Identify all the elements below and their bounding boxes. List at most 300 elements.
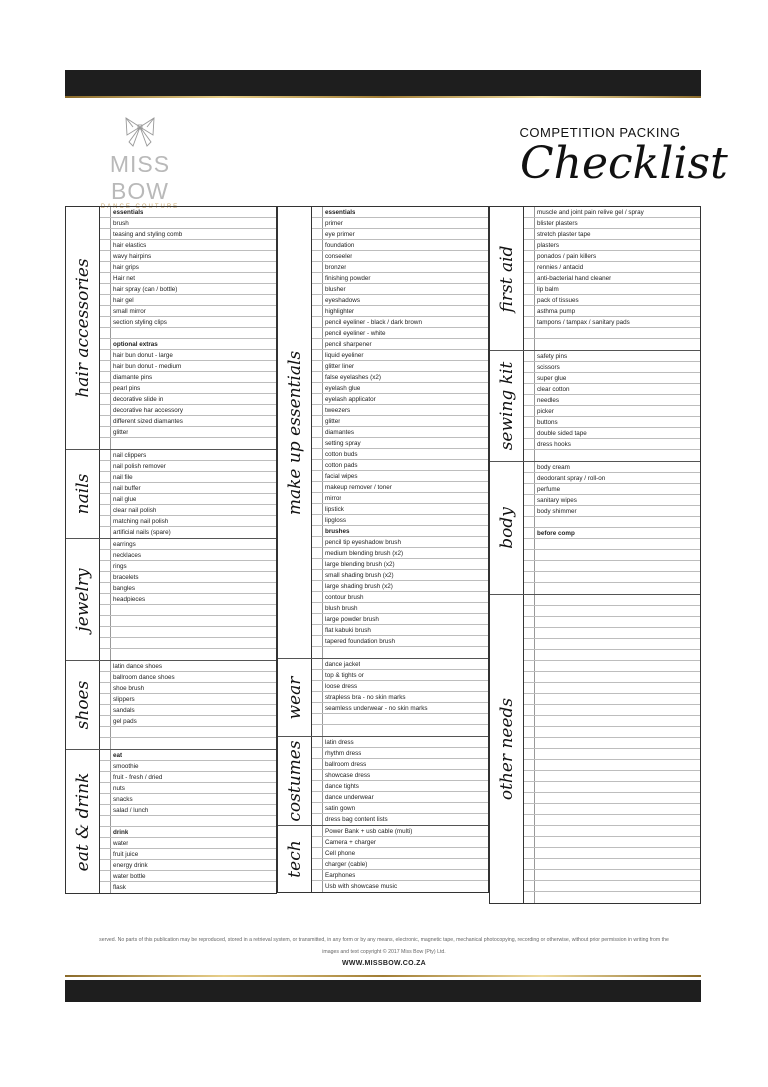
category-label-cell	[490, 207, 524, 350]
category-label: costumes	[284, 740, 305, 822]
checkbox[interactable]	[312, 859, 323, 869]
checkbox[interactable]	[312, 614, 323, 624]
checkbox[interactable]	[100, 416, 111, 426]
checkbox[interactable]	[312, 361, 323, 371]
checkbox[interactable]	[100, 594, 111, 604]
checkbox[interactable]	[524, 550, 535, 560]
item-label: strapless bra - no skin marks	[325, 694, 406, 701]
checklist-row	[524, 606, 700, 617]
checkbox[interactable]	[312, 493, 323, 503]
checkbox[interactable]	[312, 482, 323, 492]
checkbox[interactable]	[312, 603, 323, 613]
checkbox[interactable]	[524, 826, 535, 836]
checkbox[interactable]	[524, 661, 535, 671]
checkbox[interactable]	[100, 638, 111, 648]
checklist-row	[100, 616, 276, 627]
checkbox[interactable]	[524, 760, 535, 770]
item-label: water bottle	[113, 873, 146, 880]
checkbox[interactable]	[100, 494, 111, 504]
checkbox[interactable]	[100, 627, 111, 637]
checkbox[interactable]	[312, 703, 323, 713]
item-label: double sided tape	[537, 430, 587, 437]
checkbox[interactable]	[100, 672, 111, 682]
checkbox[interactable]	[100, 438, 111, 449]
checkbox[interactable]	[100, 794, 111, 804]
checkbox[interactable]	[312, 504, 323, 514]
checkbox[interactable]	[100, 871, 111, 881]
item-label: glitter	[113, 429, 129, 436]
checkbox[interactable]	[524, 328, 535, 338]
item-label: eyelash glue	[325, 385, 361, 392]
checklist-row	[312, 670, 488, 681]
checklist-row	[524, 771, 700, 782]
checkbox[interactable]	[312, 218, 323, 228]
category-label-cell	[66, 750, 100, 893]
checklist-row	[524, 650, 700, 661]
checklist-row	[100, 683, 276, 694]
checkbox[interactable]	[100, 694, 111, 704]
checkbox[interactable]	[524, 373, 535, 383]
checkbox[interactable]	[312, 339, 323, 349]
checklist-row	[100, 705, 276, 716]
item-label	[535, 859, 537, 869]
checkbox[interactable]	[524, 749, 535, 759]
checkbox[interactable]	[312, 770, 323, 780]
checklist-row	[524, 218, 700, 229]
checkbox[interactable]	[312, 881, 323, 892]
checklist-row	[312, 350, 488, 361]
checkbox[interactable]	[524, 417, 535, 427]
checkbox[interactable]	[100, 328, 111, 338]
checkbox[interactable]	[100, 860, 111, 870]
checklist-row	[524, 506, 700, 517]
item-label: latin dance shoes	[113, 663, 163, 670]
checkbox[interactable]	[100, 583, 111, 593]
item-label: slippers	[113, 696, 135, 703]
checklist-row	[524, 539, 700, 550]
checkbox[interactable]	[100, 350, 111, 360]
checklist-row	[100, 273, 276, 284]
checkbox[interactable]	[524, 229, 535, 239]
item-label: charger (cable)	[325, 861, 368, 868]
checkbox[interactable]	[524, 517, 535, 527]
item-label	[111, 727, 113, 737]
checkbox[interactable]	[524, 606, 535, 616]
checkbox[interactable]	[312, 647, 323, 658]
checkbox[interactable]	[524, 295, 535, 305]
checkbox[interactable]	[524, 694, 535, 704]
checklist-row	[312, 229, 488, 240]
checkbox[interactable]	[312, 659, 323, 669]
item-label: Camera + charger	[325, 839, 376, 846]
checkbox[interactable]	[100, 405, 111, 415]
item-label: small shading brush (x2)	[325, 572, 394, 579]
checkbox[interactable]	[524, 484, 535, 494]
checkbox[interactable]	[524, 870, 535, 880]
checklist-row	[524, 240, 700, 251]
checkbox[interactable]	[100, 716, 111, 726]
checkbox[interactable]	[312, 870, 323, 880]
checkbox[interactable]	[524, 473, 535, 483]
item-label: lipstick	[325, 506, 344, 513]
checkbox[interactable]	[524, 273, 535, 283]
checkbox[interactable]	[312, 471, 323, 481]
checkbox[interactable]	[100, 218, 111, 228]
checkbox[interactable]	[312, 449, 323, 459]
item-label	[111, 638, 113, 648]
item-label: sandals	[113, 707, 135, 714]
checklist-row	[312, 251, 488, 262]
category-label-cell	[278, 659, 312, 736]
checklist-row	[312, 394, 488, 405]
checkbox[interactable]	[524, 251, 535, 261]
checkbox[interactable]	[100, 317, 111, 327]
checklist-row	[524, 672, 700, 683]
checkbox[interactable]	[312, 383, 323, 393]
checkbox[interactable]	[312, 537, 323, 547]
checkbox[interactable]	[524, 428, 535, 438]
checkbox[interactable]	[312, 781, 323, 791]
checklist-row	[100, 783, 276, 794]
checklist-row	[100, 218, 276, 229]
checkbox[interactable]	[524, 495, 535, 505]
checklist-row	[524, 373, 700, 384]
checklist-row	[312, 759, 488, 770]
item-label	[535, 804, 537, 814]
checkbox[interactable]	[100, 661, 111, 671]
checklist-row	[524, 439, 700, 450]
checkbox[interactable]	[312, 284, 323, 294]
checklist-row	[524, 362, 700, 373]
item-label	[323, 647, 325, 658]
checklist-row	[312, 438, 488, 449]
checkbox[interactable]	[312, 526, 323, 536]
checkbox[interactable]	[100, 383, 111, 393]
checkbox[interactable]	[312, 240, 323, 250]
checkbox[interactable]	[312, 427, 323, 437]
checkbox[interactable]	[312, 460, 323, 470]
group-heading: essentials	[113, 209, 144, 216]
checkbox[interactable]	[312, 692, 323, 702]
checkbox[interactable]	[100, 450, 111, 460]
item-list	[312, 826, 488, 892]
checkbox[interactable]	[100, 882, 111, 893]
item-label: makeup remover / toner	[325, 484, 392, 491]
checkbox[interactable]	[312, 306, 323, 316]
checklist-section	[490, 207, 700, 351]
checkbox[interactable]	[312, 372, 323, 382]
checkbox[interactable]	[524, 572, 535, 582]
checklist-row	[312, 262, 488, 273]
item-label: Earphones	[325, 872, 356, 879]
checkbox[interactable]	[524, 583, 535, 594]
item-label	[535, 892, 537, 903]
checkbox[interactable]	[312, 394, 323, 404]
item-list	[524, 351, 700, 461]
bow-icon	[123, 115, 157, 149]
checklist-row	[524, 517, 700, 528]
logo-name: MISS BOW	[109, 151, 171, 204]
checkbox[interactable]	[312, 438, 323, 448]
checkbox[interactable]	[100, 207, 111, 217]
checkbox[interactable]	[100, 738, 111, 749]
checkbox[interactable]	[524, 650, 535, 660]
item-list	[100, 450, 276, 538]
checkbox[interactable]	[312, 405, 323, 415]
checklist-row	[312, 284, 488, 295]
checkbox[interactable]	[312, 748, 323, 758]
checklist-row	[100, 805, 276, 816]
checkbox[interactable]	[312, 229, 323, 239]
checkbox[interactable]	[100, 372, 111, 382]
checkbox[interactable]	[100, 240, 111, 250]
checkbox[interactable]	[100, 284, 111, 294]
checkbox[interactable]	[524, 362, 535, 372]
checklist-row	[524, 815, 700, 826]
checkbox[interactable]	[100, 805, 111, 815]
checkbox[interactable]	[524, 771, 535, 781]
item-label: hair elastics	[113, 242, 147, 249]
checklist-row	[312, 681, 488, 692]
item-label: bronzer	[325, 264, 347, 271]
checkbox[interactable]	[312, 295, 323, 305]
item-label: bangles	[113, 585, 136, 592]
checkbox[interactable]	[100, 783, 111, 793]
checkbox[interactable]	[524, 561, 535, 571]
checkbox[interactable]	[100, 550, 111, 560]
checkbox[interactable]	[100, 295, 111, 305]
item-label: glitter liner	[325, 363, 355, 370]
checkbox[interactable]	[312, 792, 323, 802]
checkbox[interactable]	[100, 705, 111, 715]
checkbox[interactable]	[524, 284, 535, 294]
checkbox[interactable]	[524, 439, 535, 449]
checkbox[interactable]	[524, 628, 535, 638]
checklist-row	[312, 548, 488, 559]
checklist-column-1	[65, 206, 277, 894]
checkbox[interactable]	[524, 892, 535, 903]
checkbox[interactable]	[312, 416, 323, 426]
item-label	[535, 837, 537, 847]
checkbox[interactable]	[524, 395, 535, 405]
item-label: conseeler	[325, 253, 353, 260]
checklist-section	[278, 826, 488, 892]
checkbox[interactable]	[524, 240, 535, 250]
checkbox[interactable]	[312, 350, 323, 360]
checkbox[interactable]	[100, 616, 111, 626]
item-label	[535, 606, 537, 616]
checkbox[interactable]	[100, 339, 111, 349]
checkbox[interactable]	[100, 461, 111, 471]
checkbox[interactable]	[100, 516, 111, 526]
checklist-row	[100, 295, 276, 306]
checkbox[interactable]	[100, 306, 111, 316]
checkbox[interactable]	[524, 539, 535, 549]
item-label	[323, 714, 325, 724]
checklist-row	[524, 528, 700, 539]
checkbox[interactable]	[100, 229, 111, 239]
checkbox[interactable]	[524, 617, 535, 627]
checkbox[interactable]	[312, 273, 323, 283]
checkbox[interactable]	[312, 803, 323, 813]
checklist-row	[100, 361, 276, 372]
category-label: eat & drink	[72, 772, 93, 871]
checkbox[interactable]	[100, 273, 111, 283]
checkbox[interactable]	[524, 207, 535, 217]
checkbox[interactable]	[524, 738, 535, 748]
checkbox[interactable]	[312, 262, 323, 272]
checklist-row	[100, 727, 276, 738]
checkbox[interactable]	[524, 450, 535, 461]
category-label-cell	[66, 450, 100, 538]
checkbox[interactable]	[524, 716, 535, 726]
checkbox[interactable]	[524, 727, 535, 737]
checkbox[interactable]	[524, 848, 535, 858]
checklist-row	[100, 716, 276, 727]
checkbox[interactable]	[312, 714, 323, 724]
checklist-row	[524, 295, 700, 306]
item-label: nuts	[113, 785, 125, 792]
checkbox[interactable]	[100, 750, 111, 760]
item-label: lipgloss	[325, 517, 346, 524]
checkbox[interactable]	[100, 605, 111, 615]
checkbox[interactable]	[524, 262, 535, 272]
checkbox[interactable]	[524, 218, 535, 228]
checkbox[interactable]	[524, 339, 535, 350]
checkbox[interactable]	[524, 782, 535, 792]
website-link[interactable]: WWW.MISSBOW.CO.ZA	[341, 960, 427, 967]
checkbox[interactable]	[100, 761, 111, 771]
checkbox[interactable]	[312, 328, 323, 338]
checkbox[interactable]	[100, 649, 111, 660]
checklist-row	[312, 625, 488, 636]
checkbox[interactable]	[524, 406, 535, 416]
checkbox[interactable]	[100, 472, 111, 482]
item-label: facial wipes	[325, 473, 358, 480]
checkbox[interactable]	[100, 838, 111, 848]
checkbox[interactable]	[312, 592, 323, 602]
item-label: diamantes	[325, 429, 355, 436]
checkbox[interactable]	[312, 670, 323, 680]
checkbox[interactable]	[312, 625, 323, 635]
checkbox[interactable]	[100, 483, 111, 493]
item-label: dress hooks	[537, 441, 571, 448]
checkbox[interactable]	[312, 837, 323, 847]
item-label: tweezers	[325, 407, 351, 414]
checkbox[interactable]	[524, 595, 535, 605]
checkbox[interactable]	[100, 251, 111, 261]
checklist-row	[312, 692, 488, 703]
checkbox[interactable]	[524, 351, 535, 361]
checkbox[interactable]	[524, 639, 535, 649]
item-label: false eyelashes (x2)	[325, 374, 381, 381]
checklist-row	[100, 761, 276, 772]
checkbox[interactable]	[100, 849, 111, 859]
item-label: pearl pins	[113, 385, 141, 392]
checklist-row	[524, 495, 700, 506]
checkbox[interactable]	[312, 548, 323, 558]
checkbox[interactable]	[524, 462, 535, 472]
checkbox[interactable]	[312, 759, 323, 769]
checklist-row	[524, 339, 700, 350]
checkbox[interactable]	[312, 207, 323, 217]
checkbox[interactable]	[100, 827, 111, 837]
checklist-row	[312, 460, 488, 471]
item-label: ballroom dance shoes	[113, 674, 175, 681]
checkbox[interactable]	[524, 384, 535, 394]
checkbox[interactable]	[312, 515, 323, 525]
checkbox[interactable]	[100, 816, 111, 826]
checkbox[interactable]	[312, 725, 323, 736]
checkbox[interactable]	[312, 559, 323, 569]
checkbox[interactable]	[100, 561, 111, 571]
item-label: anti-bacterial hand cleaner	[537, 275, 612, 282]
checkbox[interactable]	[312, 636, 323, 646]
checkbox[interactable]	[100, 361, 111, 371]
item-list	[312, 659, 488, 736]
checklist-row	[524, 661, 700, 672]
checkbox[interactable]	[524, 859, 535, 869]
checkbox[interactable]	[524, 815, 535, 825]
checklist-row	[524, 870, 700, 881]
checkbox[interactable]	[524, 881, 535, 891]
checkbox[interactable]	[524, 672, 535, 682]
checkbox[interactable]	[524, 317, 535, 327]
checkbox[interactable]	[312, 581, 323, 591]
item-label: sanitary wipes	[537, 497, 577, 504]
group-heading: drink	[113, 829, 129, 836]
checkbox[interactable]	[312, 681, 323, 691]
checkbox[interactable]	[100, 539, 111, 549]
checkbox[interactable]	[312, 826, 323, 836]
checkbox[interactable]	[100, 727, 111, 737]
checkbox[interactable]	[312, 570, 323, 580]
checklist-row	[100, 672, 276, 683]
item-label: nail buffer	[113, 485, 141, 492]
checkbox[interactable]	[524, 306, 535, 316]
checkbox[interactable]	[524, 705, 535, 715]
checkbox[interactable]	[100, 527, 111, 538]
checkbox[interactable]	[312, 848, 323, 858]
checkbox[interactable]	[100, 572, 111, 582]
checklist-row	[100, 505, 276, 516]
item-label: wavy hairpins	[113, 253, 152, 260]
item-label: blusher	[325, 286, 346, 293]
checkbox[interactable]	[100, 505, 111, 515]
checklist-row	[524, 826, 700, 837]
checkbox[interactable]	[100, 772, 111, 782]
category-label-cell	[490, 351, 524, 461]
checkbox[interactable]	[524, 683, 535, 693]
checkbox[interactable]	[312, 317, 323, 327]
checkbox[interactable]	[312, 251, 323, 261]
checkbox[interactable]	[524, 506, 535, 516]
item-label: rhythm dress	[325, 750, 362, 757]
checkbox[interactable]	[312, 737, 323, 747]
checkbox[interactable]	[524, 528, 535, 538]
checkbox[interactable]	[100, 427, 111, 437]
checkbox[interactable]	[524, 793, 535, 803]
checkbox[interactable]	[100, 262, 111, 272]
checkbox[interactable]	[524, 804, 535, 814]
checkbox[interactable]	[312, 814, 323, 825]
checkbox[interactable]	[524, 837, 535, 847]
checklist-row	[524, 881, 700, 892]
item-label: smoothie	[113, 763, 139, 770]
checkbox[interactable]	[100, 683, 111, 693]
checklist-section	[490, 351, 700, 462]
checkbox[interactable]	[100, 394, 111, 404]
